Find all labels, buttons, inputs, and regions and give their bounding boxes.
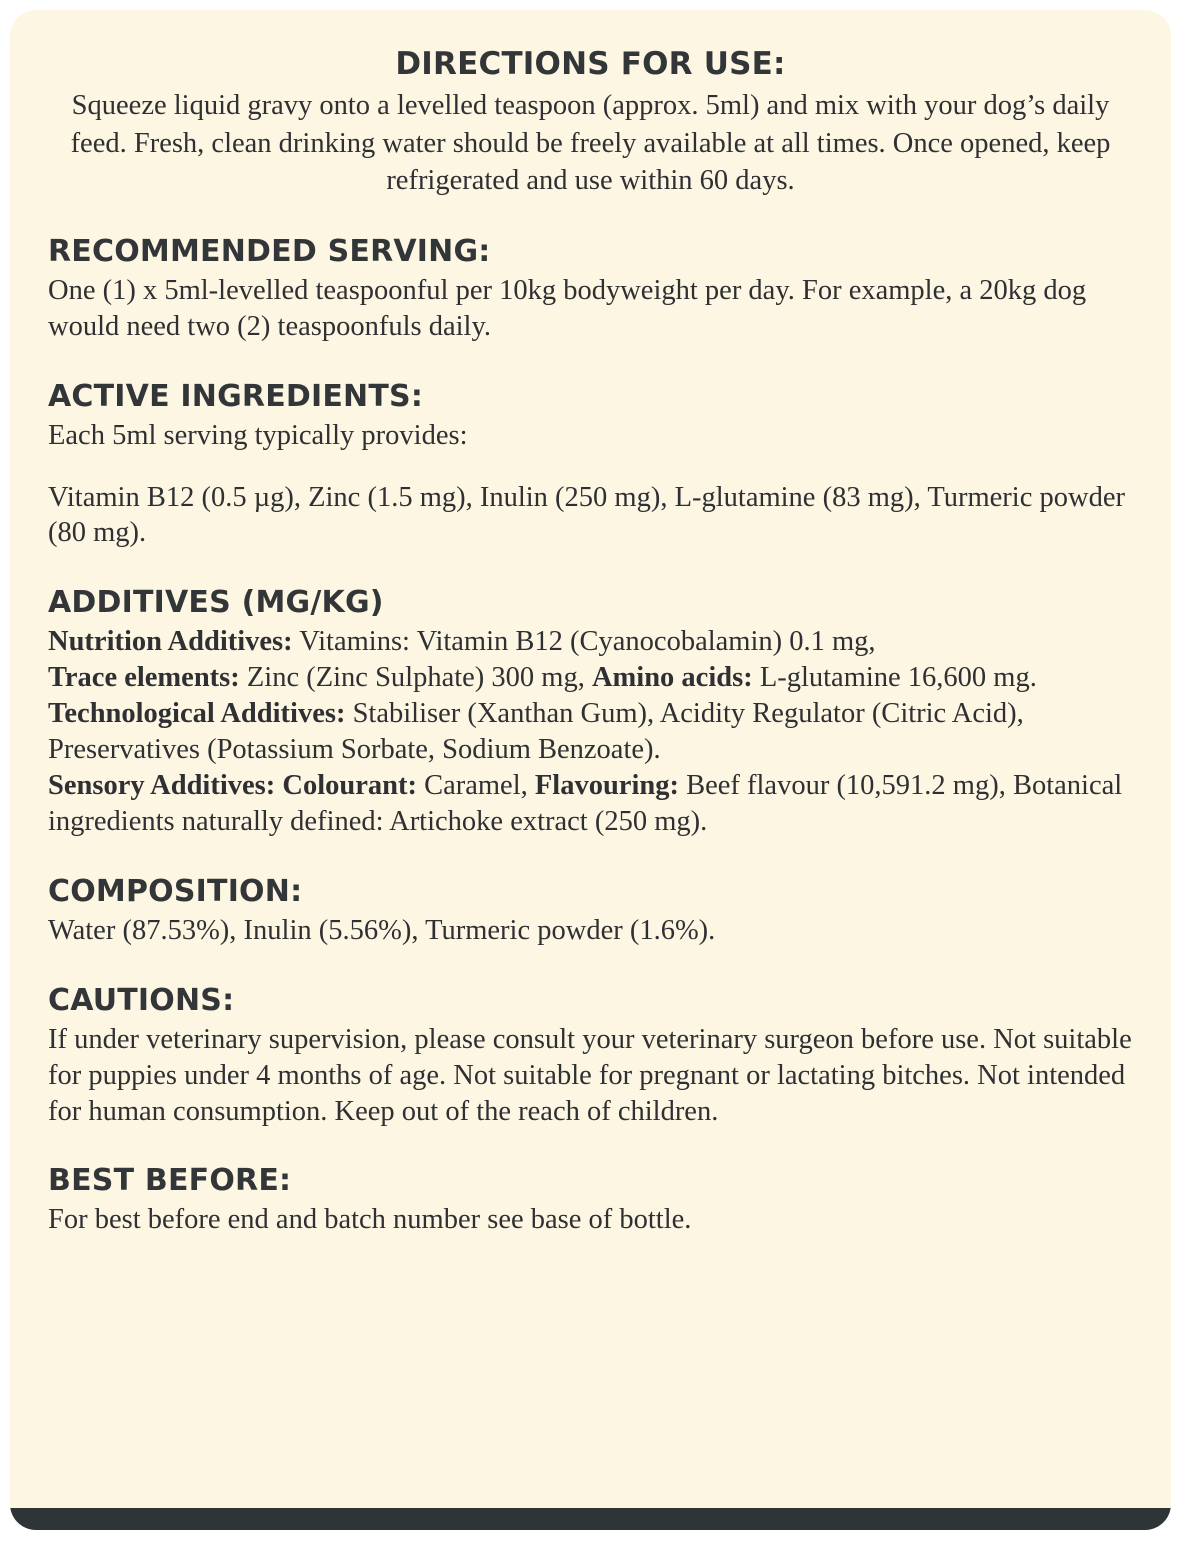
trace-elements-label: Trace elements: <box>48 662 240 694</box>
label-content <box>10 10 1171 1238</box>
active-ingredients-body: Vitamin B12 (0.5 µg), Zinc (1.5 mg), Inulin (250 mg), L-glutamine (83 mg), Turmeric powder (80 mg). <box>48 481 1125 549</box>
section-cautions <box>48 983 1133 1130</box>
flavouring-label: Flavouring: <box>534 769 679 801</box>
active-ingredients-intro: Each 5ml serving typically provides: <box>48 419 468 451</box>
cautions-body: If under veterinary supervision, please consult your veterinary surgeon before use. Not suitable for puppies under 4 months of age. Not suitable for pregnant or lactating bitches. Not intended for human consumption. Keep out of the reach of children. <box>48 1023 1132 1127</box>
section-best-before <box>48 1163 1133 1238</box>
best-before-heading: BEST BEFORE: <box>48 1163 292 1199</box>
additives-heading: ADDITIVES (MG/KG) <box>48 585 384 621</box>
active-ingredients-heading: ACTIVE INGREDIENTS: <box>48 378 424 414</box>
recommended-serving-heading: RECOMMENDED SERVING: <box>48 233 491 269</box>
recommended-serving-body: One (1) x 5ml-levelled teaspoonful per 10kg bodyweight per day. For example, a 20kg dog would need two (2) teaspoonfuls daily. <box>48 274 1087 342</box>
trace-elements-text: Zinc (Zinc Sulphate) 300 mg, <box>239 662 592 694</box>
cautions-heading: CAUTIONS: <box>48 982 235 1018</box>
section-composition <box>48 874 1133 949</box>
spacer <box>48 454 1133 480</box>
directions-body: Squeeze liquid gravy onto a levelled teaspoon (approx. 5ml) and mix with your dog’s daily feed. Fresh, clean drinking water should be freely available at all times. Once opened, keep refrigerated and use within 60 days. <box>70 90 1111 197</box>
nutrition-additives-text: Vitamins: Vitamin B12 (Cyanocobalamin) 0.1 mg, <box>292 626 876 658</box>
additives-trace-line <box>48 660 1133 696</box>
best-before-body: For best before end and batch number see base of bottle. <box>48 1204 692 1236</box>
technological-additives-text: Stabiliser (Xanthan Gum), Acidity Regulator (Citric Acid), Preservatives (Potassium Sorbate, Sodium Benzoate). <box>48 698 1024 766</box>
composition-heading: COMPOSITION: <box>48 873 303 909</box>
additives-nutrition-line <box>48 624 1133 660</box>
section-additives <box>48 585 1133 839</box>
technological-additives-label: Technological Additives: <box>48 698 346 730</box>
sensory-additives-label: Sensory Additives: Colourant: <box>48 769 417 801</box>
nutrition-additives-label: Nutrition Additives: <box>48 626 293 658</box>
sensory-additives-text: Caramel, <box>416 769 535 801</box>
amino-acids-label: Amino acids: <box>591 662 753 694</box>
directions-heading: DIRECTIONS FOR USE: <box>395 46 786 82</box>
bottom-bar <box>10 1508 1171 1530</box>
product-label-card <box>10 10 1171 1530</box>
section-recommended-serving <box>48 234 1133 345</box>
amino-acids-text: L-glutamine 16,600 mg. <box>752 662 1037 694</box>
additives-sensory-line <box>48 768 1133 840</box>
composition-body: Water (87.53%), Inulin (5.56%), Turmeric powder (1.6%). <box>48 914 716 946</box>
additives-technological-line <box>48 696 1133 768</box>
section-directions <box>48 46 1133 200</box>
section-active-ingredients <box>48 379 1133 552</box>
flavouring-text: Beef flavour (10,591.2 mg), Botanical ingredients naturally defined: Artichoke extract (250 mg). <box>48 769 1123 837</box>
